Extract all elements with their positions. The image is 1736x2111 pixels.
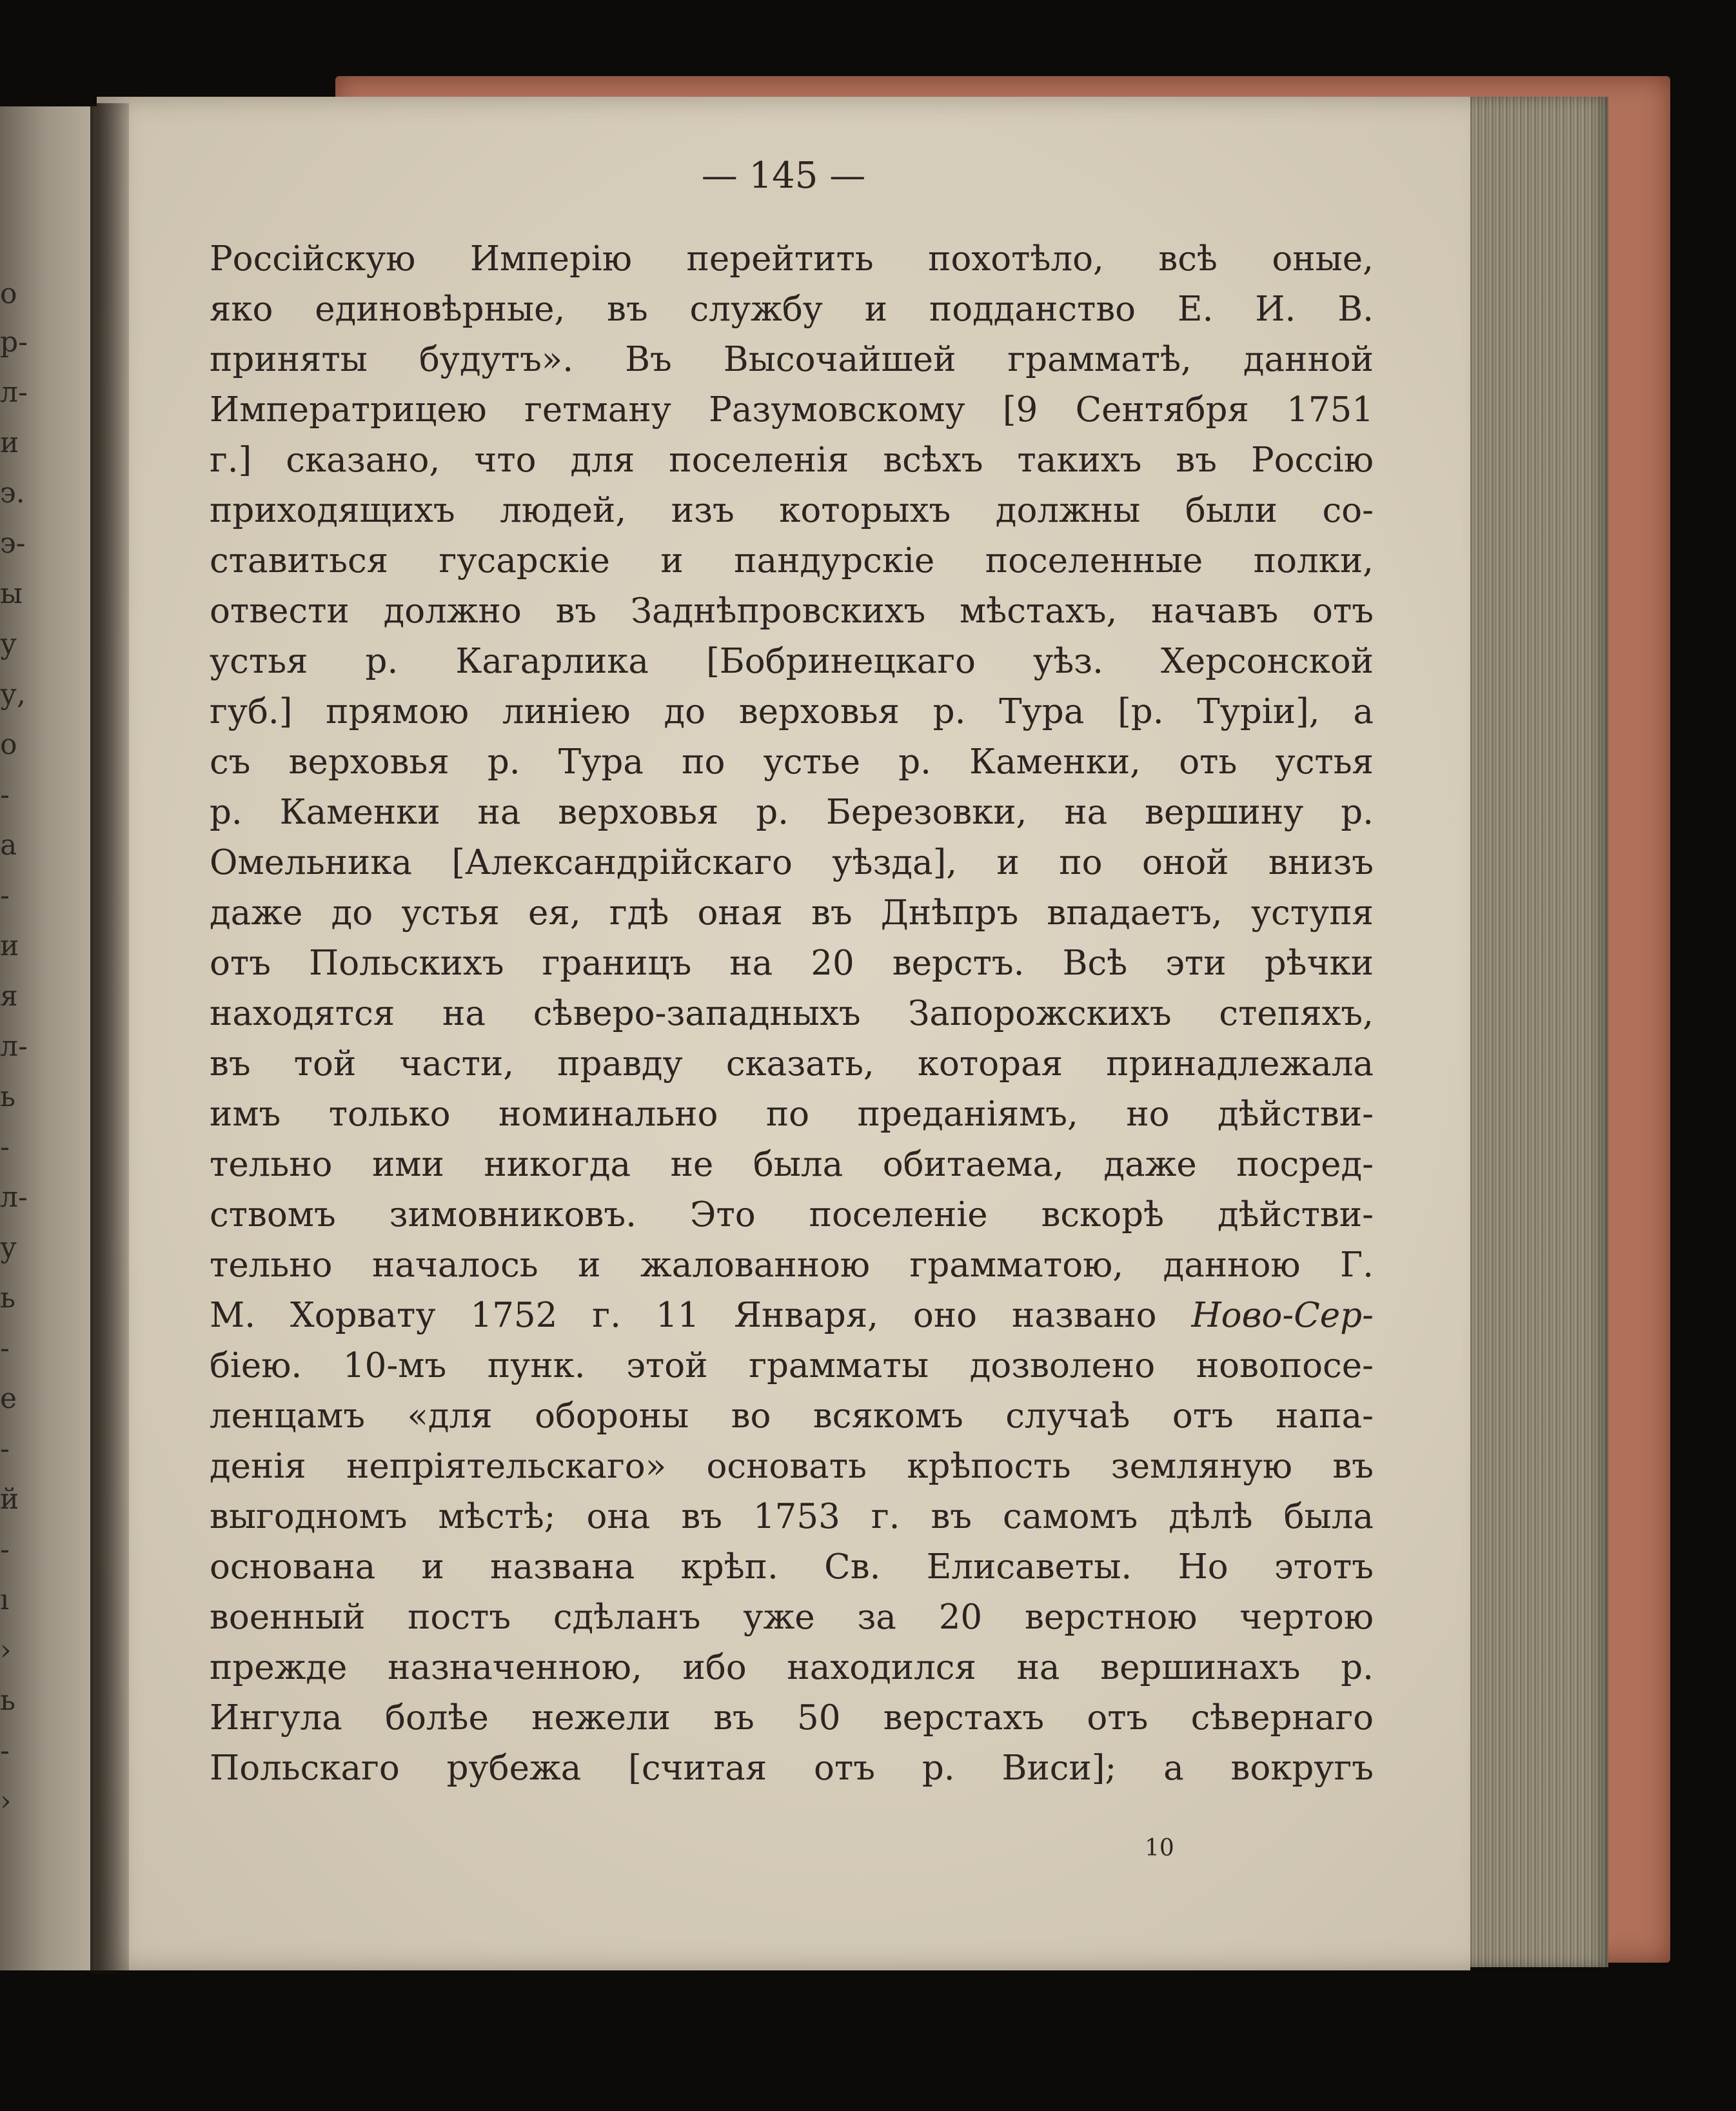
text-line: прежде назначенною, ибо находился на вершинахъ р. bbox=[210, 1648, 1374, 1687]
left-page-fragment: ь bbox=[0, 1684, 15, 1717]
text-line: военный постъ сдѣланъ уже за 20 верстною чертою bbox=[210, 1598, 1374, 1637]
text-line: въ той части, правду сказать, которая принадлежала bbox=[210, 1044, 1374, 1084]
text-line: даже до устья ея, гдѣ оная въ Днѣпръ впадаетъ, уступя bbox=[210, 893, 1374, 933]
text-line: съ верховья р. Тура по устье р. Каменки, оть устья bbox=[210, 742, 1374, 782]
left-page-fragment: и bbox=[0, 426, 19, 459]
left-page-fragment: - bbox=[0, 1734, 10, 1767]
text-line: отъ Польскихъ границъ на 20 верстъ. Всѣ эти рѣчки bbox=[210, 944, 1374, 983]
text-line: ствомъ зимовниковъ. Это поселеніе вскорѣ дѣйстви- bbox=[210, 1195, 1374, 1234]
italic-place-name: Ново-Сер- bbox=[1191, 1296, 1374, 1335]
page-body-text bbox=[210, 234, 1374, 1794]
left-page-fragment: у bbox=[0, 628, 17, 660]
book-page bbox=[97, 97, 1470, 1970]
left-page-fragment: е bbox=[0, 1382, 17, 1415]
left-page-fragment: - bbox=[0, 778, 10, 811]
text-line: приняты будутъ». Въ Высочайшей грамматѣ, данной bbox=[210, 340, 1374, 379]
text-line: ленцамъ «для обороны во всякомъ случаѣ отъ напа- bbox=[210, 1396, 1374, 1436]
left-page-fragment: р- bbox=[0, 326, 28, 359]
text-line: губ.] прямою линіею до верховья р. Тура [р. Туріи], а bbox=[210, 692, 1374, 731]
text-line: отвести должно въ Заднѣпровскихъ мѣстахъ, начавъ отъ bbox=[210, 591, 1374, 631]
left-page-fragment: я bbox=[0, 980, 18, 1013]
left-page-fragment: л- bbox=[0, 1181, 28, 1214]
text-line: Императрицею гетману Разумовскому [9 Сентября 1751 bbox=[210, 390, 1374, 430]
left-page-fragment: › bbox=[0, 1785, 12, 1818]
text-line: р. Каменки на верховья р. Березовки, на вершину р. bbox=[210, 793, 1374, 832]
page-edge-stack bbox=[1451, 97, 1608, 1967]
left-page-fragment: у, bbox=[0, 678, 26, 711]
left-page-fragment: а bbox=[0, 829, 17, 862]
left-page-fragment: л- bbox=[0, 376, 28, 409]
left-page-fragment: о bbox=[0, 728, 17, 761]
text-line: находятся на сѣверо-западныхъ Запорожскихъ степяхъ, bbox=[210, 994, 1374, 1033]
left-page-fragment: ы bbox=[0, 577, 23, 610]
left-page-fragment: - bbox=[0, 1332, 10, 1365]
text-line-start: М. Хорвату 1752 г. 11 Января, оно названо bbox=[210, 1296, 1157, 1335]
text-line: имъ только номинально по преданіямъ, но дѣйстви- bbox=[210, 1095, 1374, 1134]
left-page-fragment: - bbox=[0, 1131, 10, 1164]
text-line: ставиться гусарскіе и пандурскіе поселенные полки, bbox=[210, 541, 1374, 580]
text-line: тельно ими никогда не была обитаема, даже посред- bbox=[210, 1145, 1374, 1184]
text-line: Омельника [Александрійскаго уѣзда], и по оной внизъ bbox=[210, 843, 1374, 882]
left-page-fragment: ı bbox=[0, 1583, 10, 1616]
left-page-fragment: - bbox=[0, 1533, 10, 1566]
text-line: тельно началось и жалованною грамматою, данною Г. bbox=[210, 1245, 1374, 1285]
left-page-fragment: ь bbox=[0, 1282, 15, 1314]
signature-mark: 10 bbox=[1145, 1835, 1174, 1861]
left-page-fragment: л- bbox=[0, 1030, 28, 1063]
text-line: Россійскую Имперію перейтить похотѣло, всѣ оные, bbox=[210, 239, 1374, 279]
left-page-fragment: - bbox=[0, 1432, 10, 1465]
left-page-fragment: ь bbox=[0, 1080, 15, 1113]
text-line: Ингула болѣе нежели въ 50 верстахъ отъ сѣвернаго bbox=[210, 1698, 1374, 1738]
left-page-fragment: и bbox=[0, 929, 19, 962]
left-page-fragment: э- bbox=[0, 527, 26, 560]
text-line: приходящихъ людей, изъ которыхъ должны были со- bbox=[210, 491, 1374, 530]
left-page-fragment: - bbox=[0, 879, 10, 912]
page-number: — 145 — bbox=[701, 155, 866, 197]
left-page-fragment: й bbox=[0, 1483, 19, 1516]
text-line: г.] сказано, что для поселенія всѣхъ такихъ въ Россію bbox=[210, 441, 1374, 480]
left-page-fragment: у bbox=[0, 1231, 17, 1264]
text-line-with-italic bbox=[210, 1291, 1374, 1341]
left-page-fragment: о bbox=[0, 277, 17, 310]
text-line: бiею. 10-мъ пунк. этой грамматы дозволено новопосе- bbox=[210, 1346, 1374, 1385]
left-page-fragment: э. bbox=[0, 477, 25, 510]
text-line: яко единовѣрные, въ службу и подданство Е. И. В. bbox=[210, 290, 1374, 329]
left-page-fragment: › bbox=[0, 1634, 12, 1667]
text-line: устья р. Кагарлика [Бобринецкаго уѣз. Херсонской bbox=[210, 642, 1374, 681]
text-line: основана и названа крѣп. Св. Елисаветы. Но этотъ bbox=[210, 1547, 1374, 1587]
gutter-shadow bbox=[90, 103, 129, 1974]
text-line: денія непріятельскаго» основать крѣпость земляную въ bbox=[210, 1447, 1374, 1486]
text-line: Польскаго рубежа [считая отъ р. Виси]; а вокругъ bbox=[210, 1749, 1374, 1788]
text-line: выгодномъ мѣстѣ; она въ 1753 г. въ самомъ дѣлѣ была bbox=[210, 1497, 1374, 1536]
